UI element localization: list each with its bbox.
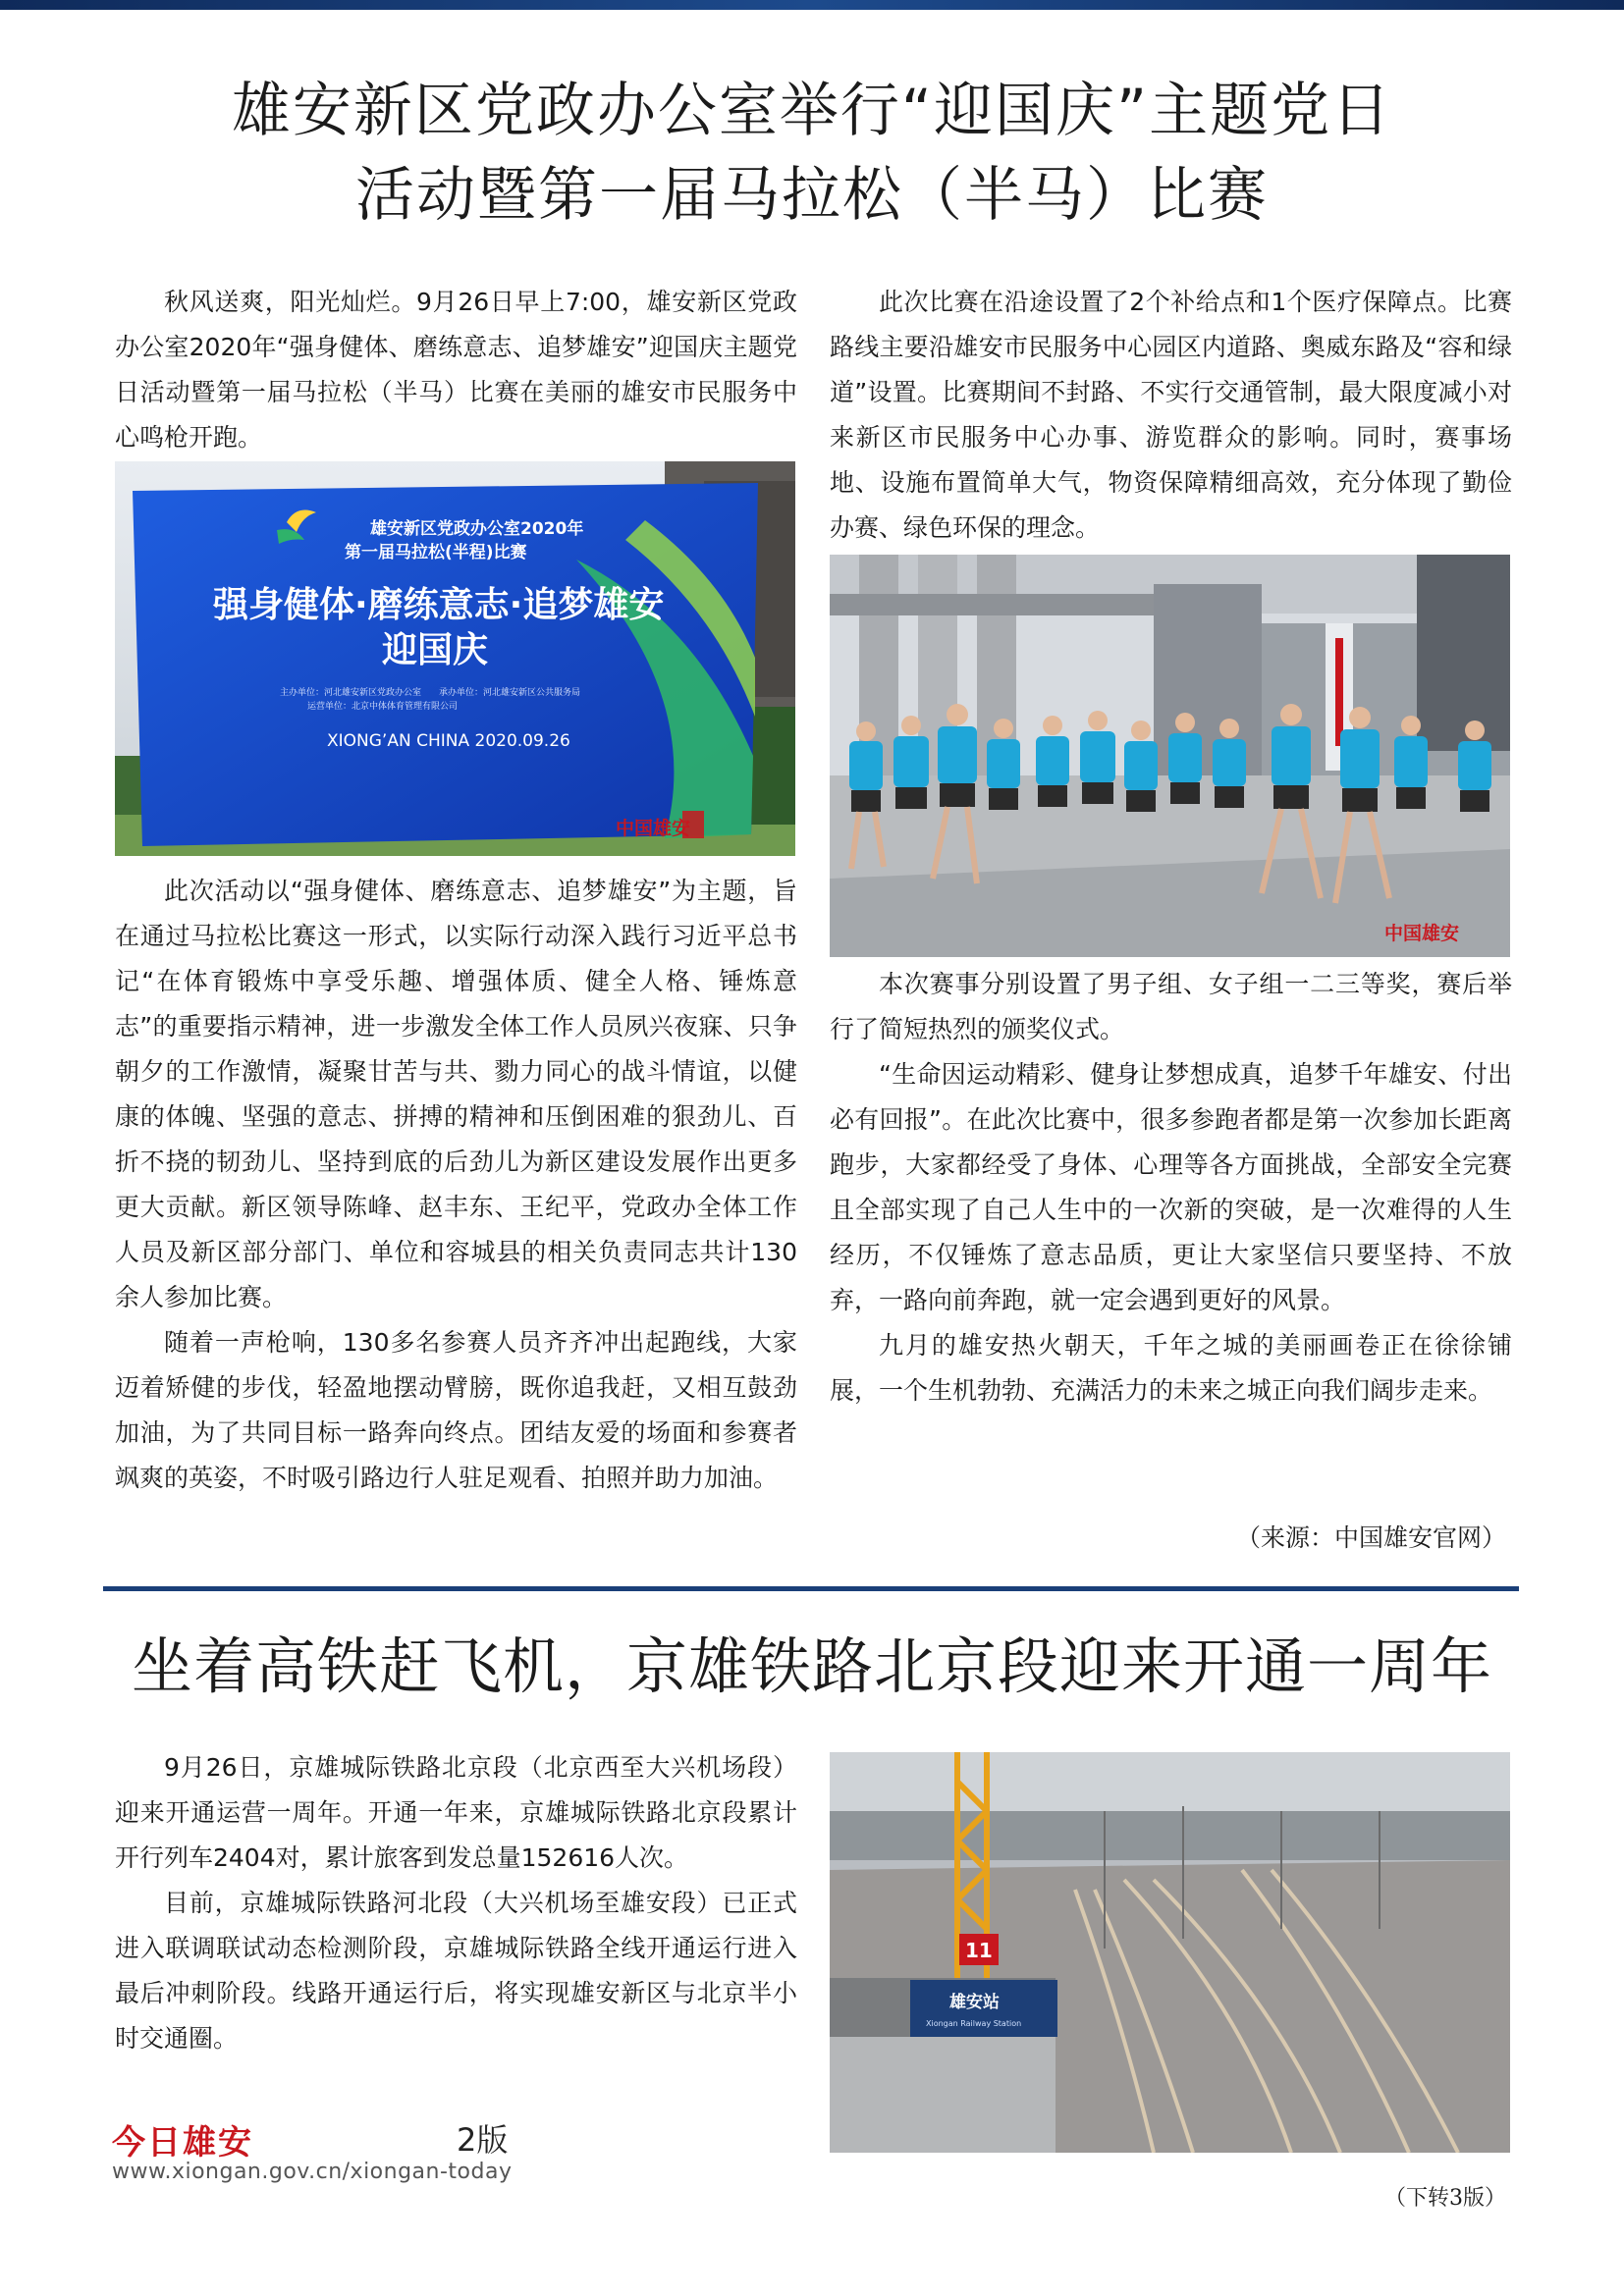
section-divider <box>103 1586 1519 1591</box>
banner-credits-1: 主办单位：河北雄安新区党政办公室 承办单位：河北雄安新区公共服务局 <box>280 688 581 698</box>
banner-title-line1: 雄安新区党政办公室2020年 <box>370 519 584 539</box>
article1-paragraph-4: 此次比赛在沿途设置了2个补给点和1个医疗保障点。比赛路线主要沿雄安市民服务中心园区内道路、奥威东路及“容和绿道”设置。比赛期间不封路、不实行交通管制，最大限度减小对来新区市民服务中心办事、游览群众的影响。同时，赛事场地、设施布置简单大气，物资保障精细高效，充分体现了勤俭办赛、绿色环保的理念。 <box>830 288 1512 542</box>
footer-url[interactable]: www.xiongan.gov.cn/xiongan-today <box>112 2160 513 2184</box>
article1-paragraph-7: 九月的雄安热火朝天，千年之城的美丽画卷正在徐徐铺展，一个生机勃勃、充满活力的未来之城正向我们阔步走来。 <box>830 1331 1512 1405</box>
article1-paragraph-2: 此次活动以“强身健体、磨练意志、追梦雄安”为主题，旨在通过马拉松比赛这一形式，以实际行动深入践行习近平总书记“在体育锻炼中享受乐趣、增强体质、健全人格、锤炼意志”的重要指示精神，进一步激发全体工作人员夙兴夜寐、只争朝夕的工作激情，凝聚甘苦与共、勠力同心的战斗情谊，以健康的体魄、坚强的意志、拼搏的精神和压倒困难的狠劲儿、百折不挠的韧劲儿、坚持到底的后劲儿为新区建设发展作出更多更大贡献。新区领导陈峰、赵丰东、王纪平，党政办全体工作人员及新区部分部门、单位和容城县的相关负责同志共计130余人参加比赛。 <box>115 877 797 1311</box>
article2-headline: 坐着高铁赶飞机，京雄铁路北京段迎来开通一周年 <box>131 1630 1492 1702</box>
article1-left-col-bottom <box>115 869 797 1501</box>
article1-left-col-top <box>115 280 797 460</box>
article1-right-col-bottom <box>830 962 1512 1414</box>
continued-note: （下转3版） <box>1384 2186 1506 2211</box>
banner-credits-2: 运营单位：北京中体体育管理有限公司 <box>307 702 459 712</box>
article1-source: （来源：中国雄安官网） <box>1235 1523 1506 1552</box>
top-accent-bar <box>0 0 1624 10</box>
article2-paragraph-2: 目前，京雄城际铁路河北段（大兴机场至雄安段）已正式进入联调联试动态检测阶段，京雄城际铁路全线开通运行进入最后冲刺阶段。线路开通运行后，将实现雄安新区与北京半小时交通圈。 <box>115 1889 797 2053</box>
article1-headline <box>59 69 1565 238</box>
marathon-banner-photo <box>115 461 795 856</box>
station-sign-en: Xiongan Railway Station <box>926 2019 1022 2028</box>
newspaper-logo: 今日雄安 <box>112 2123 253 2163</box>
banner-watermark: 中国雄安 <box>616 818 691 839</box>
runners-watermark: 中国雄安 <box>1384 923 1460 944</box>
runners-photo <box>830 555 1510 957</box>
article1-right-col-top <box>830 280 1512 551</box>
article1-title-line1: 雄安新区党政办公室举行“迎国庆”主题党日 <box>231 77 1393 145</box>
article1-paragraph-5: 本次赛事分别设置了男子组、女子组一二三等奖，赛后举行了简短热烈的颁奖仪式。 <box>830 970 1512 1043</box>
banner-place-date: XIONG’AN CHINA 2020.09.26 <box>327 731 570 751</box>
article2-paragraph-1: 9月26日，京雄城际铁路北京段（北京西至大兴机场段）迎来开通运营一周年。开通一年来，京雄城际铁路北京段累计开行列车2404对，累计旅客到发总量152616人次。 <box>115 1753 797 1872</box>
page-number: 2版 <box>457 2121 509 2159</box>
station-sign: 雄安站 <box>949 1993 1000 2012</box>
article1-paragraph-6: “生命因运动精彩、健身让梦想成真，追梦千年雄安、付出必有回报”。在此次比赛中，很多参跑者都是第一次参加长距离跑步，大家都经受了身体、心理等各方面挑战，全部安全完赛且全部实现了自己人生中的一次新的突破，是一次难得的人生经历，不仅锤炼了意志品质，更让大家坚信只要坚持、不放弃，一路向前奔跑，就一定会遇到更好的风景。 <box>830 1060 1512 1314</box>
banner-slogan-2: 迎国庆 <box>382 630 489 670</box>
banner-slogan: 强身健体·磨练意志·追梦雄安 <box>213 585 665 625</box>
article1-paragraph-3: 随着一声枪响，130多名参赛人员齐齐冲出起跑线，大家迈着矫健的步伐，轻盈地摆动臂膀，既你追我赶，又相互鼓劲加油，为了共同目标一路奔向终点。团结友爱的场面和参赛者飒爽的英姿，不时吸引路边行人驻足观看、拍照并助力加油。 <box>115 1328 797 1492</box>
crane-number: 11 <box>965 1939 993 1962</box>
article1-paragraph-1: 秋风送爽，阳光灿烂。9月26日早上7:00，雄安新区党政办公室2020年“强身健体、磨练意志、追梦雄安”迎国庆主题党日活动暨第一届马拉松（半马）比赛在美丽的雄安市民服务中心鸣枪开跑。 <box>115 288 797 452</box>
banner-title-line2: 第一届马拉松(半程)比赛 <box>345 543 527 562</box>
article1-title-line2: 活动暨第一届马拉松（半马）比赛 <box>355 161 1269 230</box>
railway-station-photo <box>830 1752 1510 2153</box>
article2-text-col <box>115 1745 797 2061</box>
